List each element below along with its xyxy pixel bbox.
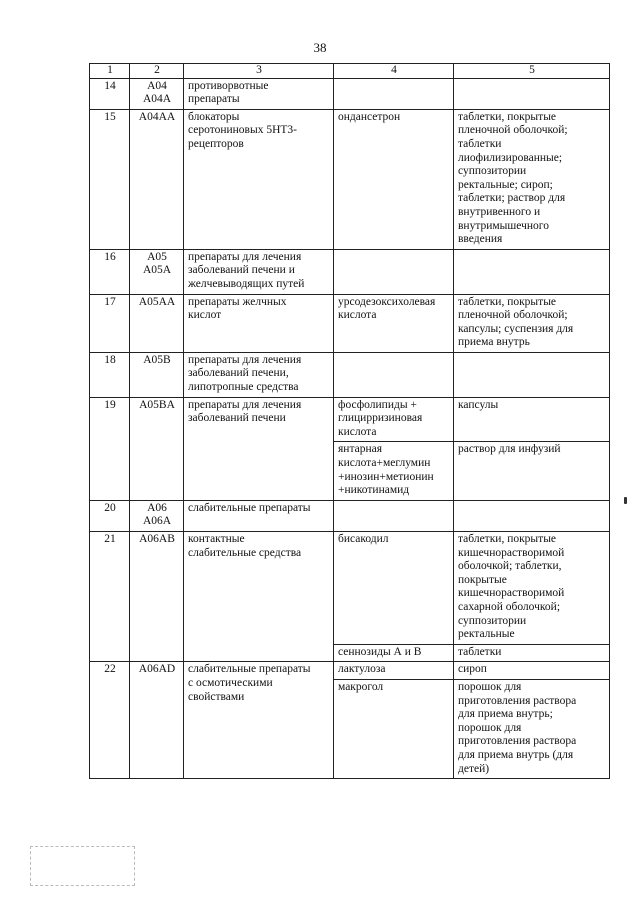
anatomical-therapeutic-group xyxy=(184,109,334,249)
dosage-forms-line: таблетки, покрытые xyxy=(458,110,557,123)
dosage-forms-line: внутримышечного xyxy=(458,219,549,232)
header-cell: 2 xyxy=(130,64,184,79)
inn-name xyxy=(334,662,454,680)
inn-name xyxy=(334,397,454,442)
row-number: 21 xyxy=(90,532,130,662)
drug-list-table xyxy=(89,63,610,779)
row-number: 22 xyxy=(90,662,130,779)
dosage-forms-line: введения xyxy=(458,233,503,246)
atc-code-line: A06 xyxy=(147,501,167,514)
anatomical-therapeutic-group-line: свойствами xyxy=(188,690,245,703)
anatomical-therapeutic-group xyxy=(184,294,334,352)
inn-name-line: макрогол xyxy=(338,680,384,693)
faded-stamp xyxy=(30,846,135,886)
header-cell: 4 xyxy=(334,64,454,79)
atc-code xyxy=(130,662,184,779)
inn-name xyxy=(334,679,454,778)
atc-code xyxy=(130,532,184,662)
row-number: 17 xyxy=(90,294,130,352)
atc-code xyxy=(130,109,184,249)
dosage-forms-line: детей) xyxy=(458,762,490,775)
dosage-forms xyxy=(454,397,610,442)
dosage-forms-line: пленочной оболочкой; xyxy=(458,309,568,322)
atc-code xyxy=(130,500,184,531)
atc-code-line: A06AD xyxy=(138,663,176,676)
dosage-forms xyxy=(454,442,610,500)
atc-code-line: A05 xyxy=(147,250,167,263)
dosage-forms-line: сахарной оболочкой; xyxy=(458,600,561,613)
anatomical-therapeutic-group xyxy=(184,532,334,662)
atc-code xyxy=(130,352,184,397)
anatomical-therapeutic-group-line: слабительные средства xyxy=(188,546,302,559)
dosage-forms-line: таблетки; раствор для xyxy=(458,192,566,205)
header-cell: 5 xyxy=(454,64,610,79)
table-row xyxy=(90,532,610,645)
dosage-forms xyxy=(454,249,610,294)
table-row xyxy=(90,109,610,249)
anatomical-therapeutic-group-line: заболеваний печени и xyxy=(188,264,295,277)
dosage-forms-line: капсулы xyxy=(458,398,499,411)
dosage-forms xyxy=(454,352,610,397)
anatomical-therapeutic-group-line: серотониновых 5НТ3- xyxy=(188,124,297,137)
atc-code-line: A04 xyxy=(147,79,167,92)
atc-code-line: A05AA xyxy=(138,295,176,308)
inn-name xyxy=(334,644,454,662)
anatomical-therapeutic-group-line: желчевыводящих путей xyxy=(188,277,305,290)
atc-code-line: A06A xyxy=(142,515,172,528)
dosage-forms-line: лиофилизированные; xyxy=(458,151,563,164)
dosage-forms xyxy=(454,294,610,352)
inn-name xyxy=(334,78,454,109)
margin-mark xyxy=(624,497,627,504)
anatomical-therapeutic-group xyxy=(184,500,334,531)
header-cell: 3 xyxy=(184,64,334,79)
inn-name-line: янтарная xyxy=(338,443,383,456)
table-row xyxy=(90,500,610,531)
anatomical-therapeutic-group-line: рецепторов xyxy=(188,137,244,150)
row-number: 18 xyxy=(90,352,130,397)
anatomical-therapeutic-group-line: препараты для лечения xyxy=(188,398,302,411)
inn-name-line: +инозин+метионин xyxy=(338,470,434,483)
anatomical-therapeutic-group-line: препараты желчных xyxy=(188,295,287,308)
anatomical-therapeutic-group-line: препараты для лечения xyxy=(188,250,302,263)
dosage-forms xyxy=(454,532,610,645)
anatomical-therapeutic-group-line: контактные xyxy=(188,533,245,545)
dosage-forms-line: суппозитории xyxy=(458,614,527,627)
dosage-forms-line: порошок для xyxy=(458,680,522,693)
table-row xyxy=(90,294,610,352)
dosage-forms-line: таблетки xyxy=(458,137,502,150)
atc-code-line: A04A xyxy=(142,93,172,106)
inn-name-line: кислота+меглумин xyxy=(338,457,431,470)
dosage-forms-line: приема внутрь xyxy=(458,336,530,349)
page-number: 38 xyxy=(313,40,327,55)
dosage-forms-line: ректальные xyxy=(458,628,515,641)
inn-name-line: сеннозиды А и В xyxy=(338,645,422,658)
anatomical-therapeutic-group xyxy=(184,397,334,500)
inn-name-line: +никотинамид xyxy=(338,484,410,497)
dosage-forms-line: для приема внутрь; xyxy=(458,708,553,721)
inn-name xyxy=(334,500,454,531)
row-number: 16 xyxy=(90,249,130,294)
atc-code-line: A05A xyxy=(142,264,172,277)
dosage-forms xyxy=(454,78,610,109)
anatomical-therapeutic-group-line: препараты xyxy=(188,93,240,106)
anatomical-therapeutic-group-line: с осмотическими xyxy=(188,676,273,689)
anatomical-therapeutic-group-line: заболеваний печени, xyxy=(188,367,289,380)
anatomical-therapeutic-group-line: слабительные препараты xyxy=(188,663,311,676)
anatomical-therapeutic-group-line: липотропные средства xyxy=(188,381,299,394)
dosage-forms-line: покрытые xyxy=(458,573,507,586)
dosage-forms-line: суппозитории xyxy=(458,165,527,178)
inn-name xyxy=(334,249,454,294)
dosage-forms-line: кишечнорастворимой xyxy=(458,587,565,600)
anatomical-therapeutic-group-line: кислот xyxy=(188,309,222,322)
inn-name xyxy=(334,109,454,249)
dosage-forms-line: для приема внутрь (для xyxy=(458,748,574,761)
row-number: 15 xyxy=(90,109,130,249)
inn-name-line: урсодезоксихолевая xyxy=(338,295,436,308)
dosage-forms-line: приготовления раствора xyxy=(458,735,577,748)
header-cell: 1 xyxy=(90,64,130,79)
dosage-forms-line: ректальные; сироп; xyxy=(458,178,553,191)
anatomical-therapeutic-group-line: блокаторы xyxy=(188,110,240,123)
dosage-forms-line: капсулы; суспензия для xyxy=(458,322,574,335)
row-number: 19 xyxy=(90,397,130,500)
dosage-forms-line: приготовления раствора xyxy=(458,694,577,707)
dosage-forms xyxy=(454,679,610,778)
table-row xyxy=(90,662,610,680)
dosage-forms-line: оболочкой; таблетки, xyxy=(458,560,562,573)
table-row xyxy=(90,352,610,397)
inn-name xyxy=(334,352,454,397)
dosage-forms-line: раствор для инфузий xyxy=(458,443,561,456)
atc-code-line: A04AA xyxy=(138,110,176,123)
atc-code-line: A05B xyxy=(143,353,171,366)
inn-name-line: ондансетрон xyxy=(338,110,401,123)
atc-code-line: A06AB xyxy=(139,533,175,545)
atc-code xyxy=(130,249,184,294)
inn-name-line: кислота xyxy=(338,425,377,438)
dosage-forms xyxy=(454,662,610,680)
inn-name-line: глицирризиновая xyxy=(338,412,423,425)
dosage-forms-line: пленочной оболочкой; xyxy=(458,124,568,137)
inn-name-line: бисакодил xyxy=(338,533,389,545)
anatomical-therapeutic-group-line: слабительные препараты xyxy=(188,501,311,514)
dosage-forms-line: таблетки, покрытые xyxy=(458,295,557,308)
dosage-forms-line: внутривенного и xyxy=(458,205,541,218)
atc-code xyxy=(130,78,184,109)
anatomical-therapeutic-group xyxy=(184,662,334,779)
dosage-forms xyxy=(454,109,610,249)
inn-name xyxy=(334,442,454,500)
dosage-forms xyxy=(454,644,610,662)
inn-name-line: лактулоза xyxy=(338,663,386,676)
atc-code xyxy=(130,294,184,352)
header-row xyxy=(90,64,610,79)
dosage-forms-line: таблетки, покрытые xyxy=(458,533,557,545)
anatomical-therapeutic-group xyxy=(184,78,334,109)
atc-code-line: A05BA xyxy=(139,398,175,411)
dosage-forms-line: таблетки xyxy=(458,645,502,658)
dosage-forms xyxy=(454,500,610,531)
anatomical-therapeutic-group-line: заболеваний печени xyxy=(188,412,286,425)
inn-name-line: кислота xyxy=(338,309,377,322)
anatomical-therapeutic-group-line: противорвотные xyxy=(188,79,269,92)
dosage-forms-line: сироп xyxy=(458,663,487,676)
inn-name xyxy=(334,294,454,352)
dosage-forms-line: кишечнорастворимой xyxy=(458,546,565,559)
inn-name-line: фосфолипиды + xyxy=(338,398,417,411)
inn-name xyxy=(334,532,454,645)
anatomical-therapeutic-group xyxy=(184,249,334,294)
table-row xyxy=(90,78,610,109)
row-number: 14 xyxy=(90,78,130,109)
dosage-forms-line: порошок для xyxy=(458,721,522,734)
atc-code xyxy=(130,397,184,500)
row-number: 20 xyxy=(90,500,130,531)
anatomical-therapeutic-group xyxy=(184,352,334,397)
anatomical-therapeutic-group-line: препараты для лечения xyxy=(188,353,302,366)
table-row xyxy=(90,397,610,442)
table-row xyxy=(90,249,610,294)
